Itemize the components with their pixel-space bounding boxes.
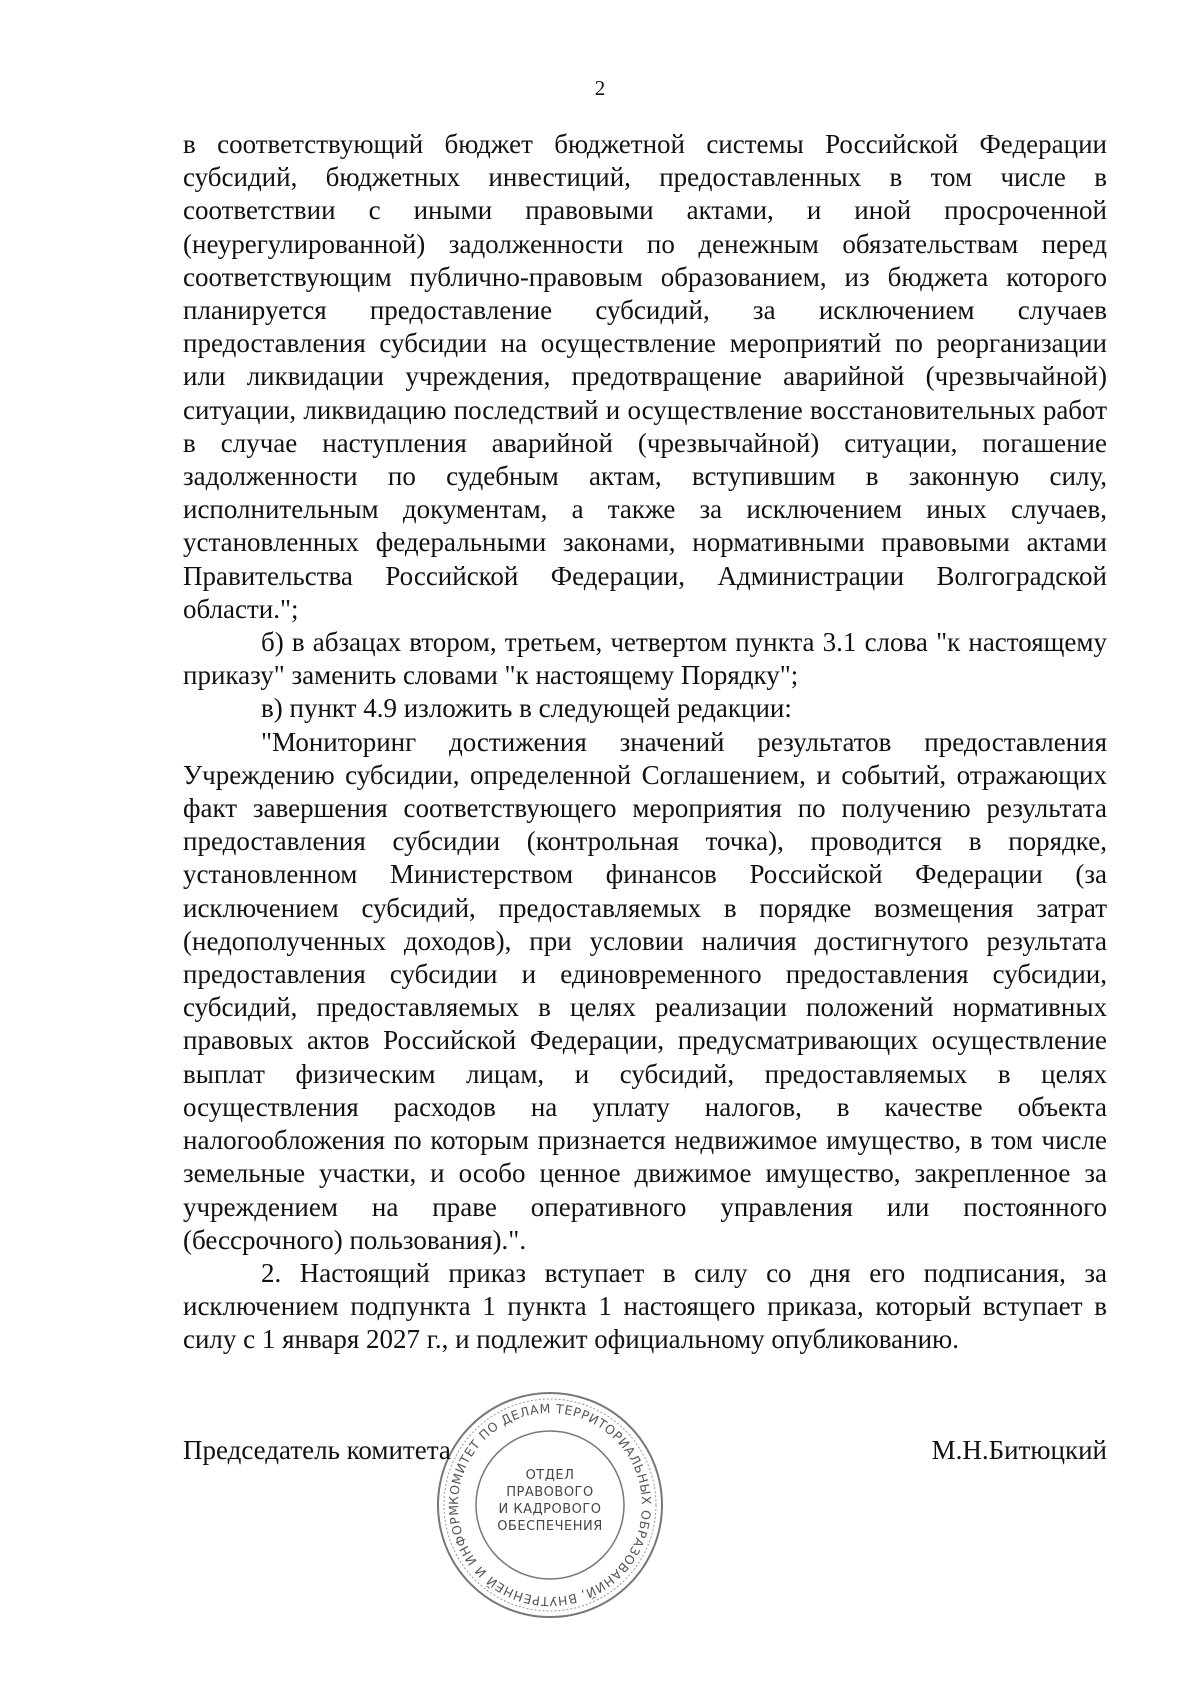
signatory-name: М.Н.Битюцкий xyxy=(931,1435,1107,1465)
paragraph-subitem-b: б) в абзацах втором, третьем, четвертом пункта 3.1 слова "к настоящему приказу" заменить словами "к настоящему Порядку"; xyxy=(183,627,1107,691)
document-body xyxy=(183,128,1107,1357)
signatory-position: Председатель комитета xyxy=(183,1435,451,1465)
stamp-ring-text: КОМИТЕТ ПО ДЕЛАМ ТЕРРИТОРИАЛЬНЫХ ОБРАЗОВАНИЙ, ВНУТРЕННЕЙ И ИНФОРМ xyxy=(445,1400,655,1610)
paragraph-continuation: в соответствующий бюджет бюджетной системы Российской Федерации субсидий, бюджетных инвестиций, предоставленных в том числе в соответствии с иными правовыми актами, и иной просроченной (неурегулированной) задолженности по денежным обязательствам перед соответствующим публично-правовым образованием, из бюджета которого планируется предоставление субсидий, за исключением случаев предоставления субсидии на осуществление мероприятий по реорганизации или ликвидации учреждения, предотвращение аварийной (чрезвычайной) ситуации, ликвидацию последствий и осуществление восстановительных работ в случае наступления аварийной (чрезвычайной) ситуации, погашение задолженности по судебным актам, вступившим в законную силу, исполнительным документам, а также за исключением иных случаев, установленных федеральными законами, нормативными правовыми актами Правительства Российской Федерации, Администрации Волгоградской области."; xyxy=(183,129,1107,624)
official-stamp xyxy=(430,1385,670,1625)
paragraph-subitem-v: в) пункт 4.9 изложить в следующей редакции: xyxy=(261,693,792,724)
stamp-center-text: ОТДЕЛ ПРАВОВОГО И КАДРОВОГО ОБЕСПЕЧЕНИЯ xyxy=(497,1468,603,1534)
signature-block xyxy=(183,1435,1107,1466)
page-number: 2 xyxy=(594,76,606,100)
paragraph-monitoring: "Мониторинг достижения значений результатов предоставления Учреждению субсидии, определенной Соглашением, и событий, отражающих факт завершения соответствующего мероприятия по получению результата предоставления субсидии (контрольная точка), проводится в порядке, установленном Министерством финансов Российской Федерации (за исключением субсидий, предоставляемых в порядке возмещения затрат (недополученных доходов), при условии наличия достигнутого результата предоставления субсидии и единовременного предоставления субсидии, субсидий, предоставляемых в целях реализации положений нормативных правовых актов Российской Федерации, предусматривающих осуществление выплат физическим лицам, и субсидий, предоставляемых в целях осуществления расходов на уплату налогов, в качестве объекта налогообложения по которым признается недвижимое имущество, в том числе земельные участки, и особо ценное движимое имущество, закрепленное за учреждением на праве оперативного управления или постоянного (бессрочного) пользования).". xyxy=(183,726,1107,1255)
paragraph-item-2: 2. Настоящий приказ вступает в силу со дня его подписания, за исключением подпункта 1 пункта 1 настоящего приказа, который вступает в силу с 1 января 2027 г., и подлежит официальному опубликованию. xyxy=(183,1257,1107,1355)
